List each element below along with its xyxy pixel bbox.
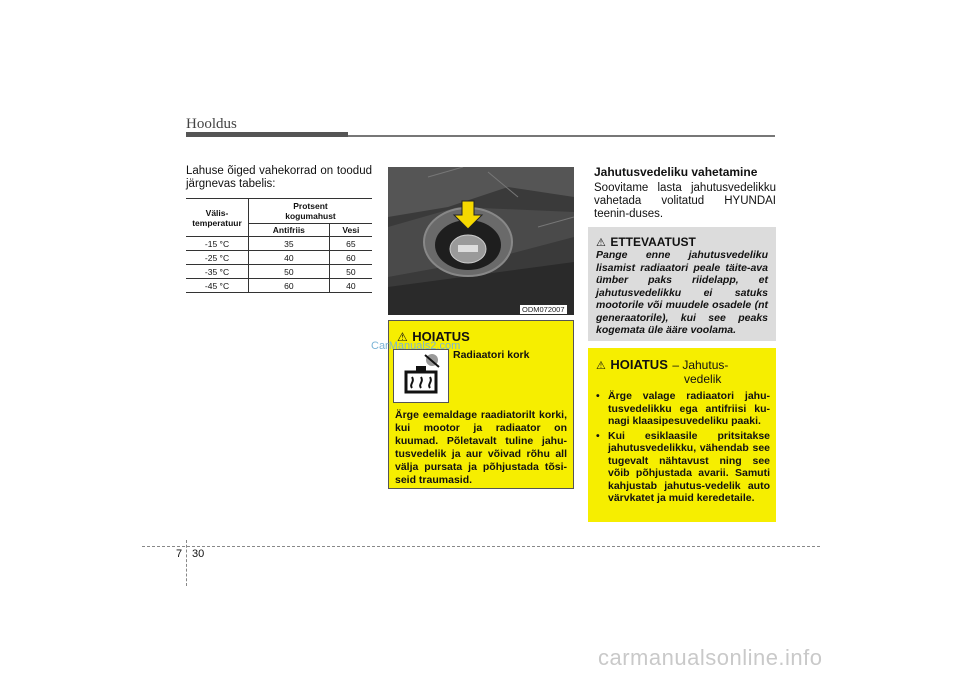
header-rule-thick xyxy=(186,132,348,137)
water-cell: 40 xyxy=(346,280,356,291)
water-cell: 65 xyxy=(346,238,356,249)
warning-box-coolant xyxy=(588,348,776,522)
water-cell: 60 xyxy=(346,252,356,263)
footer-rule xyxy=(142,546,820,547)
caution-body: Pange enne jahutusvedeliku lisamist radiaatori peale täite-ava ümber paks riidelapp, et jahutusvedelikku ei satuks mootorile või muudele osadele (nt generaatorile), kui see peaks kogemata üle ääre voolama. xyxy=(596,249,768,336)
list-item xyxy=(596,390,770,428)
temp-cell: -25 °C xyxy=(186,251,249,265)
col-header-temp: Välis- temperatuur xyxy=(186,199,249,237)
warning-heading: HOIATUS xyxy=(412,329,470,344)
antifreeze-cell: 60 xyxy=(249,279,330,293)
warning-subheading: Radiaatori kork xyxy=(453,349,530,361)
list-item xyxy=(596,430,770,505)
bullet-dot: • xyxy=(596,429,600,442)
section-body: Soovitame lasta jahutusvedelikku vahetada volitatud HYUNDAI teenin-duses. xyxy=(594,182,776,220)
antifreeze-cell: 50 xyxy=(249,265,330,279)
engine-bay-illustration xyxy=(388,167,574,315)
col-header-water: Vesi xyxy=(342,225,360,235)
warning2-heading-line2: vedelik xyxy=(684,372,722,386)
caution-box xyxy=(588,227,776,341)
warning2-heading: HOIATUS xyxy=(610,357,668,372)
bullet-text: Kui esiklaasile pritsitakse jahutusvedelikku, vähendab see tugevalt nähtavust ning see võib põhjustada avarii. Samuti kahjustab jahutus-vedelik auto värvkatet ja muid keredetaile. xyxy=(608,429,770,504)
caution-heading: ETTEVAATUST xyxy=(610,235,696,249)
table-row xyxy=(186,279,372,293)
temp-cell: -45 °C xyxy=(186,279,249,293)
coolant-ratio-table xyxy=(186,198,372,293)
warning2-bullet-list xyxy=(596,390,770,505)
intro-text: Lahuse õiged vahekorrad on toodud järgnevas tabelis: xyxy=(186,165,372,190)
caution-triangle-icon: ⚠ xyxy=(596,237,606,249)
water-cell: 50 xyxy=(346,266,356,277)
warning-triangle-icon: ⚠ xyxy=(596,360,606,372)
section-title: Jahutusvedeliku vahetamine xyxy=(594,165,758,179)
watermark-top: CarManuals2.com xyxy=(371,340,461,352)
page-number: 30 xyxy=(192,548,205,560)
section-header: Hooldus xyxy=(186,116,237,132)
col-header-antifreeze: Antifriis xyxy=(249,224,330,237)
header-rule-thin xyxy=(348,135,775,137)
hot-radiator-icon xyxy=(393,349,449,403)
photo-caption: ODM072007 xyxy=(522,305,565,314)
table-row xyxy=(186,237,372,251)
footer-divider xyxy=(186,540,187,586)
table-row xyxy=(186,251,372,265)
watermark-bottom: carmanualsonline.info xyxy=(598,645,823,670)
antifreeze-cell: 35 xyxy=(249,237,330,251)
col-header-percent: Protsent kogumahust xyxy=(249,199,373,224)
warning2-heading-suffix: – Jahutus- xyxy=(672,358,729,372)
table-row xyxy=(186,265,372,279)
radiator-cap-photo xyxy=(388,167,574,315)
antifreeze-cell: 40 xyxy=(249,251,330,265)
bullet-text: Ärge valage radiaatori jahu-tusvedelikku ega antifriisi ku-nagi klaasipesuvedeliku paaki. xyxy=(608,390,770,427)
temp-cell: -35 °C xyxy=(186,265,249,279)
warning-body: Ärge eemaldage raadiatorilt korki, kui mootor ja radiaator on kuumad. Põletavalt tuline jahu-tusvedelik ja aur võivad rõhu all välja pursata ja põhjustada tõsi-seid traumasid. xyxy=(395,409,567,486)
chapter-number: 7 xyxy=(176,548,183,560)
bullet-dot: • xyxy=(596,390,600,402)
temp-cell: -15 °C xyxy=(186,237,249,251)
warning-triangle-icon: ⚠ xyxy=(397,330,408,344)
